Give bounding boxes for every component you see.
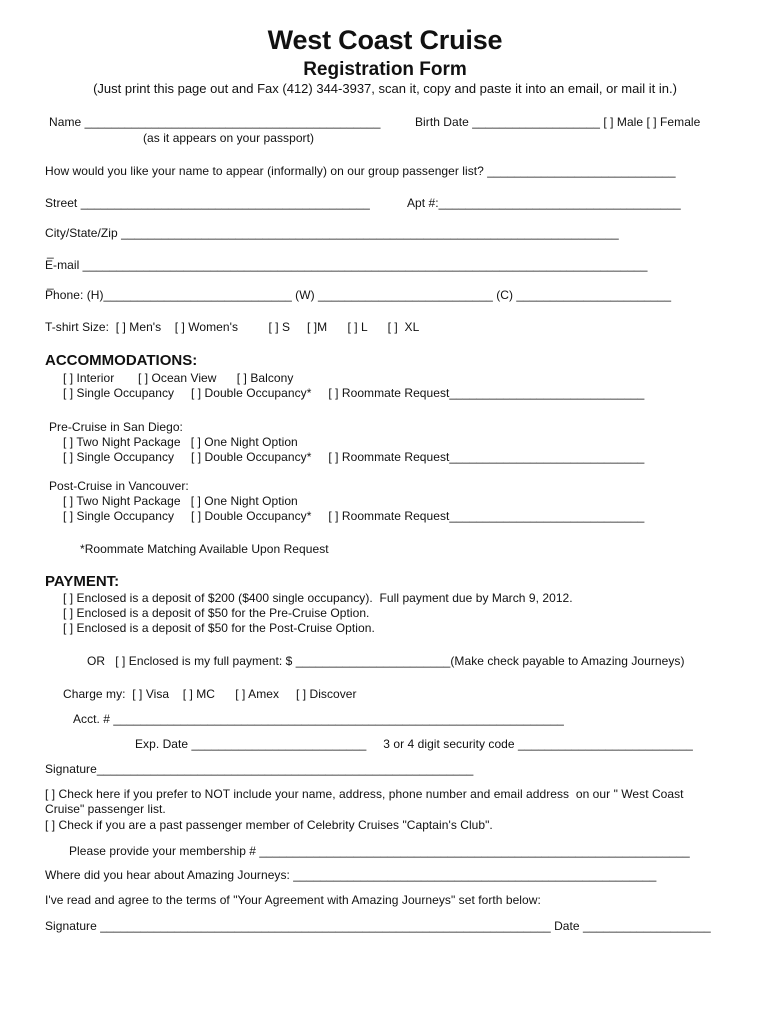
deposit-option-cruise[interactable]: [ ] Enclosed is a deposit of $200 ($400 single occupancy). Full payment due by March 9, 2012. <box>63 591 573 605</box>
stray-mark: _ <box>47 245 54 259</box>
passenger-list-name-field[interactable]: How would you like your name to appear (informally) on our group passenger list? ____________________________ <box>45 164 676 178</box>
deposit-option-post-cruise[interactable]: [ ] Enclosed is a deposit of $50 for the Post-Cruise Option. <box>63 621 375 635</box>
tshirt-size-options[interactable]: T-shirt Size: [ ] Men's [ ] Women's [ ] S [ ]M [ ] L [ ] XL <box>45 320 420 334</box>
form-subtitle: Registration Form <box>303 59 467 80</box>
pre-cruise-package-options[interactable]: [ ] Two Night Package [ ] One Night Option <box>63 435 298 449</box>
captains-club-option[interactable]: [ ] Check if you are a past passenger member of Celebrity Cruises "Captain's Club". <box>45 818 493 832</box>
final-signature-date-field[interactable]: Signature ___________________________________________________________________ Date ___________________ <box>45 919 711 933</box>
account-number-field[interactable]: Acct. # ___________________________________________________________________ <box>73 712 564 726</box>
membership-number-field[interactable]: Please provide your membership # ________________________________________________________________ <box>69 844 690 858</box>
roommate-note: *Roommate Matching Available Upon Request <box>80 542 329 556</box>
pre-cruise-heading: Pre-Cruise in San Diego: <box>49 420 183 434</box>
post-cruise-occupancy-options[interactable]: [ ] Single Occupancy [ ] Double Occupancy* [ ] Roommate Request_____________________________ <box>63 509 645 523</box>
form-title: West Coast Cruise <box>267 25 503 55</box>
cruise-occupancy-options[interactable]: [ ] Single Occupancy [ ] Double Occupancy* [ ] Roommate Request_____________________________ <box>63 386 645 400</box>
expiration-security-field[interactable]: Exp. Date __________________________ 3 or 4 digit security code __________________________ <box>135 737 693 751</box>
name-field[interactable]: Name ____________________________________________ <box>49 115 381 129</box>
agreement-statement: I've read and agree to the terms of "Your Agreement with Amazing Journeys" set forth below: <box>45 893 541 907</box>
card-type-options[interactable]: Charge my: [ ] Visa [ ] MC [ ] Amex [ ] Discover <box>63 687 357 701</box>
apartment-field[interactable]: Apt #:____________________________________ <box>407 196 681 210</box>
form-instructions: (Just print this page out and Fax (412) 344-3937, scan it, copy and paste it into an email, or mail it in.) <box>93 81 677 96</box>
city-state-zip-field[interactable]: City/State/Zip __________________________________________________________________________ <box>45 226 619 240</box>
post-cruise-package-options[interactable]: [ ] Two Night Package [ ] One Night Option <box>63 494 298 508</box>
email-field[interactable]: E-mail ____________________________________________________________________________________ <box>45 258 648 272</box>
accommodations-heading: ACCOMMODATIONS: <box>45 352 198 369</box>
referral-source-field[interactable]: Where did you hear about Amazing Journeys: ______________________________________________________ <box>45 868 657 882</box>
full-payment-field[interactable]: OR [ ] Enclosed is my full payment: $ _______________________(Make check payable to Amazing Journeys) <box>87 654 685 668</box>
post-cruise-heading: Post-Cruise in Vancouver: <box>49 479 189 493</box>
phone-fields[interactable]: Phone: (H)____________________________ (W) __________________________ (C) _______________________ <box>45 288 672 302</box>
pre-cruise-occupancy-options[interactable]: [ ] Single Occupancy [ ] Double Occupancy* [ ] Roommate Request_____________________________ <box>63 450 645 464</box>
payment-heading: PAYMENT: <box>45 573 120 590</box>
passport-note: (as it appears on your passport) <box>143 131 315 145</box>
privacy-option-line-2: Cruise" passenger list. <box>45 802 166 816</box>
birth-date-gender-field[interactable]: Birth Date ___________________ [ ] Male [ ] Female <box>415 115 701 129</box>
cabin-type-options[interactable]: [ ] Interior [ ] Ocean View [ ] Balcony <box>63 371 294 385</box>
payment-signature-field[interactable]: Signature________________________________________________________ <box>45 762 474 776</box>
privacy-option-line-1[interactable]: [ ] Check here if you prefer to NOT include your name, address, phone number and email address on our " West Coast <box>45 787 684 801</box>
deposit-option-pre-cruise[interactable]: [ ] Enclosed is a deposit of $50 for the Pre-Cruise Option. <box>63 606 370 620</box>
street-field[interactable]: Street ___________________________________________ <box>45 196 370 210</box>
stray-mark: _ <box>47 276 54 290</box>
